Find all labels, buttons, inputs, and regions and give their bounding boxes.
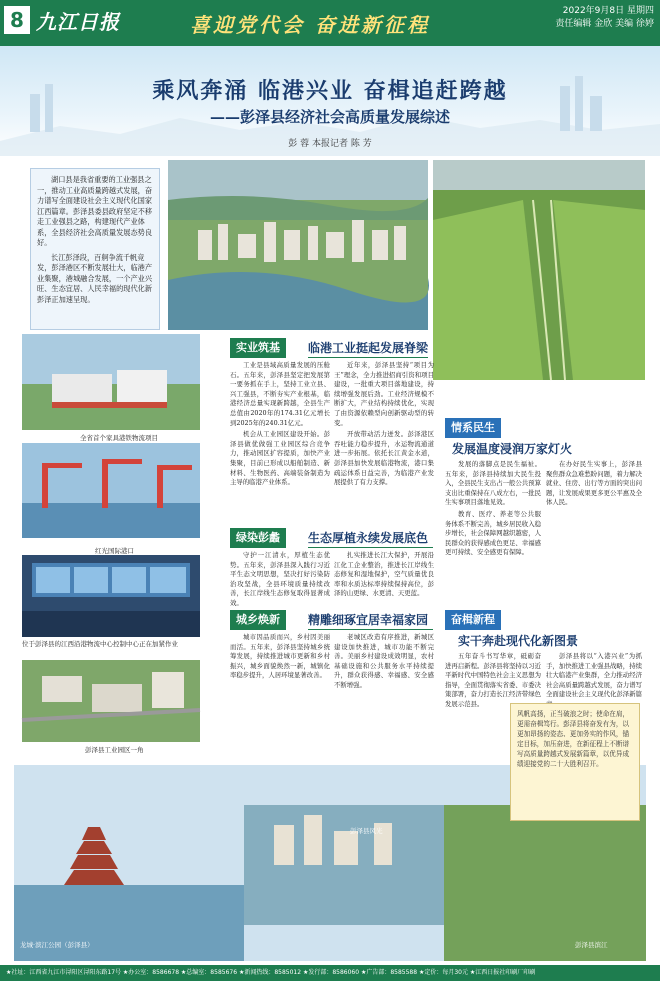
paragraph: 在办好民生实事上，彭泽县聚焦群众急难愁盼问题，着力解决就业、住房、出行等方面的突出问题，让发展成果更多更公平惠及全体人民。: [546, 460, 642, 507]
industrial-aerial-photo: [22, 660, 200, 742]
caption-port: 红光国际港口: [95, 547, 134, 555]
future-column-2: [546, 652, 642, 702]
paragraph: 开放带动活力迸发。彭泽港区吞吐能力稳步提升，水运物流通道进一步拓展。依托长江黄金水道，彭泽县加快发展临港物流，港口集疏运体系日益完善，为临港产业发展提供了有力支撑。: [334, 430, 434, 487]
section-heading-city: [230, 610, 435, 630]
aerial-city-photo: [168, 160, 428, 330]
closing-quote-box: 风帆高扬，正当破浪之时；使命在肩，更需奋楫笃行。彭泽县将奋发有为，以更加昂扬的姿态、更加务实的作风，锚定目标，加压奋进，在新征程上不断谱写高质量跨越式发展新篇章，以优异成绩迎接党的二十大胜利召开。: [510, 703, 640, 821]
caption-pagoda: 龙城·滨江公园（彭泽县）: [20, 941, 94, 949]
future-column-1: [445, 652, 541, 708]
intro-box: [30, 168, 160, 330]
intro-paragraph: 长江彭泽段，百舸争流千帆竞发，彭泽港区不断发展壮大，临港产业集聚，港城融合发展，一个产业兴旺、生态宜居、人民幸福的现代化新彭泽正加速呈现。: [37, 252, 153, 304]
paragraph: 彭泽县将以“入港兴业”为抓手，加快推进工业强县战略，持续壮大临港产业集群，全力推动经济社会高质量跨越式发展，奋力谱写全面建设社会主义现代化彭泽新篇: [546, 652, 642, 699]
farmland-illustration: [433, 160, 645, 380]
wellbeing-column-1: [445, 460, 541, 600]
paragraph: 五年奋斗书写华章，砥砺奋进再启新程。彭泽县将坚持以习近平新时代中国特色社会主义思想为指导，全面贯彻落实省委、市委决策部署，奋力打造长江经济带绿色发展示范县。: [445, 652, 541, 708]
farmland-photo: [433, 160, 645, 380]
section-heading-wellbeing: [445, 418, 645, 438]
article-subtitle: ——彭泽县经济社会高质量发展综述: [209, 108, 450, 126]
intro-paragraph: 湖口县是我省重要的工业强县之一，推动工业高质量跨越式发展，奋力谱写全面建设社会主义现代化国家江西篇章。彭泽县委县政府坚定不移走工业强县之路，构建现代产业体系，全县经济社会高质量发展态势良好。: [37, 175, 153, 247]
page-number: 8: [4, 6, 30, 34]
port-photo: [22, 443, 200, 538]
masthead: [0, 0, 660, 46]
article-byline: 彭 蓉 本报记者 陈 芳: [288, 139, 372, 149]
section-heading-industry: [230, 338, 430, 358]
industrial-park-illustration: [22, 334, 200, 430]
city-column-1: [230, 633, 330, 761]
date-line: 2022年9月8日 星期四: [562, 6, 654, 16]
industrial-park-photo: [22, 334, 200, 430]
section-title-wellbeing: 发展温度浸润万家灯火: [452, 442, 573, 456]
section-title-future: 实干奔赴现代化新图景: [458, 634, 579, 648]
section-tag: 实业筑基: [230, 338, 286, 358]
caption-control-center: 位于彭泽县的江西沿港物流中心控制中心正在加紧作业: [22, 640, 178, 648]
section-tag: 奋楫新程: [445, 610, 501, 630]
city-column-2: [334, 633, 434, 761]
caption-industrial-aerial: 彭泽县工业园区一角: [85, 746, 144, 754]
section-title: 精雕细琢宜居幸福家园: [308, 613, 429, 627]
paragraph: 城市因品质而兴，乡村因美丽而活。五年来，彭泽县坚持城乡统筹发展，持续推进城市更新和乡村振兴，城乡面貌焕然一新，城镇化率稳步提升，人居环境显著改善。: [230, 633, 330, 680]
paper-name: 九江日报: [36, 10, 120, 34]
section-title: 临港工业挺起发展脊梁: [308, 341, 429, 355]
section-rule: [308, 547, 433, 548]
paragraph: 机会从工业园区建设开始。彭泽县做优做强工业园区综合竞争力，推动园区扩容提质，加快产业集聚，目前已形成以船舶制造、新材料、生物医药、高端装备制造为主导的临港产业体系。: [230, 430, 330, 487]
paragraph: 扎实推进长江大保护，开展沿江化工企业整治，推进长江岸线生态修复和湿地保护，空气质量优良率和水质达标率持续保持高位，彭泽的山更绿、水更清、天更蓝。: [334, 551, 434, 598]
slogan: 喜迎党代会 奋进新征程: [190, 13, 430, 37]
section-rule: [308, 629, 433, 630]
article-title: 乘风奔涌 临港兴业 奋楫追赶跨越: [152, 78, 508, 104]
section-tag: 城乡焕新: [230, 610, 286, 630]
paragraph: 发展的落脚点是民生福祉。五年来，彭泽县持续加大民生投入，全县民生支出占一般公共预算支出比重保持在八成左右，一批民生实事项目落地见效。: [445, 460, 541, 507]
industrial-aerial-illustration: [22, 660, 200, 742]
section-tag: 情系民生: [445, 418, 501, 438]
section-tag: 绿染彭蠡: [230, 528, 286, 548]
section-rule: [308, 357, 428, 358]
section-title: 生态厚植永续发展底色: [308, 531, 429, 545]
wellbeing-column-2: [546, 460, 642, 600]
section-heading-green: [230, 528, 435, 548]
section-editors: 责任编辑 金欣 美编 徐婷: [555, 19, 654, 29]
paragraph: 老城区改造有序推进，新城区建设加快推进，城市功能不断完善。美丽乡村建设成效明显，农村基础设施和公共服务水平持续提升，群众获得感、幸福感、安全感不断增强。: [334, 633, 434, 689]
caption-riverside-city: 彭泽县滨江: [575, 941, 608, 949]
industry-column-1: [230, 361, 330, 511]
control-center-photo: [22, 555, 200, 637]
caption-river-view: 彭泽县风光: [350, 827, 383, 835]
paragraph: 守护一江清水，厚植生态优势。五年来，彭泽县深入践行习近平生态文明思想，坚决打好污染防治攻坚战，全县环境质量持续改善，长江岸线生态修复取得显著成效。: [230, 551, 330, 607]
banner: [0, 46, 660, 156]
section-heading-future: [445, 610, 645, 630]
paragraph: 近年来，彭泽县坚持“项目为王”理念，全力推进招商引资和项目建设，一批重大项目落地建设，持续增强发展后劲。工业经济规模不断扩大，产业结构持续优化，实现了由资源依赖型向创新驱动型的转变。: [334, 361, 434, 427]
control-center-illustration: [22, 555, 200, 637]
paragraph: 工业是县域高质量发展的压舱石。五年来，彭泽县坚定把发展第一要务抓在手上，坚持工业立县、兴工强县，不断夯实产业根基，临港经济总量实现新跨越，全县生产总值由2020年的174.31亿元增长到2025年的240.31亿元。: [230, 361, 330, 427]
aerial-city-illustration: [168, 160, 428, 330]
dateline: [544, 5, 654, 31]
industry-column-2: [334, 361, 434, 511]
footer-contact-bar: ★社址：江西省九江市浔阳区浔阳东路17号 ★办公室：8586678 ★总编室：8585676 ★新闻热线：8585012 ★发行部：8586060 ★广告部：8585588 ★定价：每月30元 ★江西日报社印刷厂印刷: [0, 965, 660, 981]
paragraph: 教育、医疗、养老等公共服务体系不断完善，城乡居民收入稳步增长，社会保障网越织越密，人民群众的获得感成色更足、幸福感更可持续、安全感更有保障。: [445, 509, 541, 557]
caption-industrial-park: 全省首个家具港铁物流项目: [80, 434, 158, 442]
port-illustration: [22, 443, 200, 538]
